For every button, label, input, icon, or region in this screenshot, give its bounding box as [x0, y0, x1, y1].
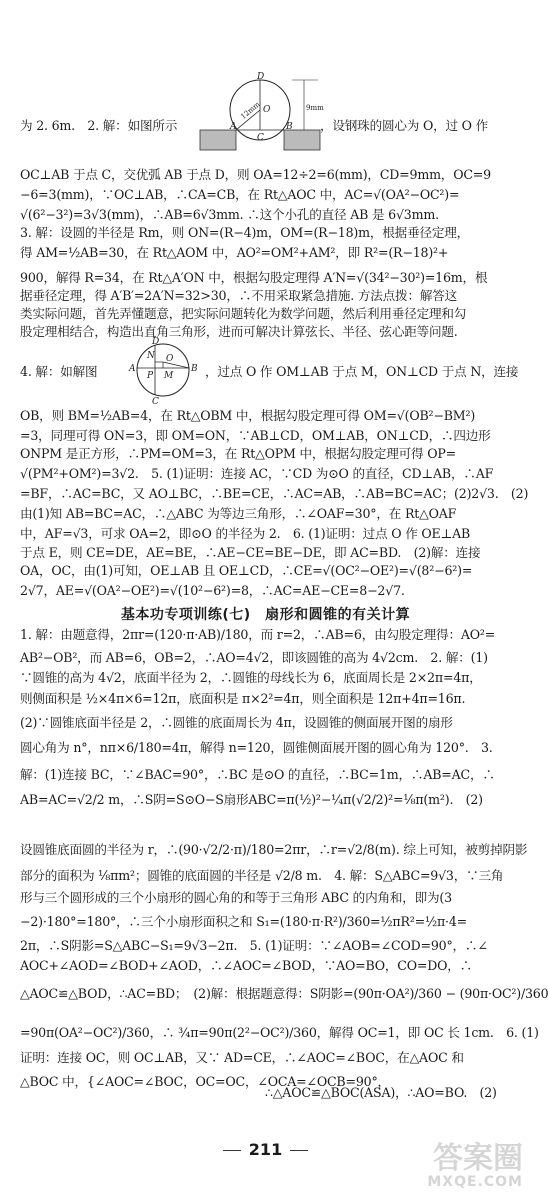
- figure-label: M: [164, 371, 174, 381]
- text-line: △BOC 中，{∠AOC=∠BOC，OC=OC，∠OCA=∠OCB=90°，: [20, 1074, 390, 1089]
- text-line: 类实际问题，首先弄懂题意，把实际问题转化为数学问题，然后利用垂径定理和勾: [20, 306, 467, 321]
- text-line: 解：(1)连接 BC，∵∠BAC=90°，∴BC 是⊙O 的直径，∴BC=1m，∴AB=AC，∴: [20, 767, 495, 782]
- watermark-logo: [413, 1141, 523, 1194]
- text-line: AOC+∠AOD=∠BOD+∠AOD，∴∠AOC=∠BOD，∵AO=BO，CO=DO，∴: [20, 958, 473, 973]
- text-line: 则侧面积是 ½×4π×6=12π，底面积是 π×2²=4π，则全面积是 12π+4π=16π.: [20, 691, 466, 706]
- text-line: =90π(OA²−OC²)/360，∴ ¾π=90π(2²−OC²)/360，解得 OC=1，即 OC 长 1cm. 6. (1): [20, 1025, 539, 1040]
- text-line: 圆心角为 n°，nπ×6/180=4π，解得 n=120，圆锥侧面展开图的圆心角为 120°. 3.: [20, 740, 493, 755]
- text-line: 为 2. 6m. 2. 解：如图所示: [20, 118, 178, 133]
- text-line: (2)∵圆锥底面半径是 2，∴圆锥的底面周长为 4π，设圆锥的侧面展开图的扇形: [20, 715, 453, 730]
- figure-label: P: [147, 371, 154, 381]
- text-line: 设圆锥底面圆的半径为 r，∴(90·√2/2·π)/180=2πr，∴r=√2/8(m). 综上可知，被剪掉阴影: [20, 842, 528, 857]
- text-line: AB²−OB²，而 AB=6，OB=2，∴AO=4√2，即该圆锥的高为 4√2cm. 2. 解：(1): [20, 650, 488, 665]
- figure-label: 9mm: [306, 104, 324, 112]
- text-line: √(PM²+OM²)=3√2. 5. (1)证明：连接 AC，∵CD 为⊙O 的直径，CD⊥AB，∴AF: [20, 466, 494, 481]
- figure-label: D: [257, 72, 265, 82]
- figure-label: N: [147, 351, 155, 361]
- text-line: ∴△AOC≌△BOC(ASA)，∴AO=BO. (2): [265, 1085, 497, 1100]
- text-line: =BF，∴AC=BC，又 AO⊥BC，∴BE=CE，∴AC=AB，∴AB=BC=AC；(2)2√3. (2): [20, 486, 529, 501]
- text-line: OC⊥AB 于点 C，交优弧 AB 于点 D，则 OA=12÷2=6(mm)，CD=9mm，OC=9: [20, 167, 491, 182]
- text-line: =3，同理可得 ON=3，即 OM=ON，∵AB⊥CD，OM⊥AB，ON⊥CD，∴四边形: [20, 428, 491, 443]
- text-line: △AOC≌△BOD，∴AC=BD； (2)解：根据题意得：S阴影=(90π·OA²)/360 − (90π·OC²)/360: [20, 986, 548, 1001]
- text-line: 形与三个圆形成的三个小扇形的圆心角的和等于三角形 ABC 的内角和，即为(3: [20, 890, 452, 905]
- page-number-dash-right: [290, 1150, 308, 1151]
- text-line: 3. 解：设圆的半径是 Rm，则 ON=(R−4)m，OM=(R−18)m，根据垂径定理，: [20, 225, 470, 240]
- figure-circle-chords: [123, 337, 207, 408]
- text-line: 股定理相结合，构造出直角三角形，进而可解决计算弦长、半径、弦心距等问题.: [20, 324, 458, 339]
- figure-label: C: [152, 397, 159, 407]
- text-line: 2√7，AE=√(OA²−OE²)=√(10²−6²)=8，∴AC=AE−CE=8−2√7.: [20, 583, 405, 598]
- text-line: 证明：连接 OC，则 OC⊥AB，又∵ AD=CE，∴∠AOC=∠BOC，在△AOC 和: [20, 1050, 464, 1065]
- text-line: −2)·180°=180°，∴三个小扇形面积之和 S₁=(180·π·R²)/360=½πR²=½π·4=: [20, 914, 467, 929]
- text-line: ONPM 是正方形，∴PM=OM=3，在 Rt△OPM 中，根据勾股定理可得 OP=: [20, 446, 456, 461]
- figure-label: B: [191, 364, 198, 374]
- text-line: OA，OC，由(1)可知，OE⊥AB 且 OE⊥CD，∴CE=√(OC²−OE²)=√(8²−6²)=: [20, 563, 473, 578]
- text-line: 中，AF=√3，可求 OA=2，即⊙O 的半径为 2. 6. (1)证明：过点 O 作 OE⊥AB: [20, 526, 471, 541]
- text-line: AB=AC=√2/2 m，∴S阴=S⊙O−S扇形ABC=π(½)²−¼π(√2/2)²=⅛π(m²). (2): [20, 792, 483, 807]
- text-line: ∵圆锥的高为 4√2，底面半径为 2，∴圆锥的母线长为 6，底面周长是 2×2π=4π，: [20, 670, 482, 685]
- text-line: −6=3(mm)，∵OC⊥AB，∴CA=CB，在 Rt△AOC 中，AC=√(OA²−OC²)=: [20, 187, 460, 202]
- page-number-dash-left: [223, 1150, 241, 1151]
- text-line: 1. 解：由题意得，2πr=(120·π·AB)/180，而 r=2，∴AB=6，由勾股定理得：AO²=: [20, 627, 496, 642]
- text-line: 4. 解：如解图: [20, 364, 98, 379]
- figure-label: O: [166, 354, 174, 364]
- figure-label: O: [263, 105, 271, 115]
- figure-steel-ball: [200, 72, 324, 152]
- figure-label: A: [230, 122, 237, 132]
- text-line: 由(1)知 AB=BC=AC，∴△ABC 为等边三角形，∴∠OAF=30°，在 Rt△OAF: [20, 506, 457, 521]
- watermark-url: MXQE.COM: [427, 1174, 523, 1190]
- text-line: √(6²−3²)=3√3(mm)，∴AB=6√3mm. ∴这个小孔的直径 AB 是 6√3mm.: [20, 207, 439, 222]
- figure-label: C: [257, 133, 264, 143]
- text-line: 部分的面积为 ⅛πm²；圆锥的底面圆的半径是 √2/8 m. 4. 解：S△ABC=9√3，∵三角: [20, 868, 504, 883]
- text-line: ，过点 O 作 OM⊥AB 于点 M，ON⊥CD 于点 N，连接: [205, 364, 519, 379]
- figure-label: D: [152, 337, 160, 347]
- figure-label: A: [129, 364, 136, 374]
- text-line: OB，则 BM=½AB=4，在 Rt△OBM 中，根据勾股定理可得 OM=√(OB²−BM²): [20, 408, 476, 423]
- figure-label: 12mm: [239, 100, 262, 121]
- text-line: ，设钢珠的圆心为 O，过 O 作: [320, 118, 488, 133]
- text-line: 900，解得 R=34，在 Rt△A′ON 中，根据勾股定理得 A′N=√(34²−30²)=16m，根: [20, 270, 488, 285]
- watermark-text: 答案圈: [433, 1141, 523, 1176]
- page-number-text: 211: [248, 1140, 283, 1159]
- figure-label: B: [286, 122, 293, 132]
- section-heading: 基本功专项训练(七) 扇形和圆锥的有关计算: [120, 607, 411, 623]
- text-line: 得 AM=½AB=30，在 Rt△AOM 中，AO²=OM²+AM²，即 R²=(R−18)²+: [20, 245, 449, 260]
- text-line: 2π，∴S阴影=S△ABC−S₁=9√3−2π. 5. (1)证明：∵∠AOB=∠COD=90°，∴∠: [20, 938, 488, 953]
- text-line: 据垂径定理，得 A′B′=2A′N=32>30，∴不用采取紧急措施. 方法点拨：解答这: [20, 288, 458, 303]
- text-line: 于点 E，则 CE=DE，AE=BE，∴AE−CE=BE−DE，即 AC=BD. (2)解：连接: [20, 545, 481, 560]
